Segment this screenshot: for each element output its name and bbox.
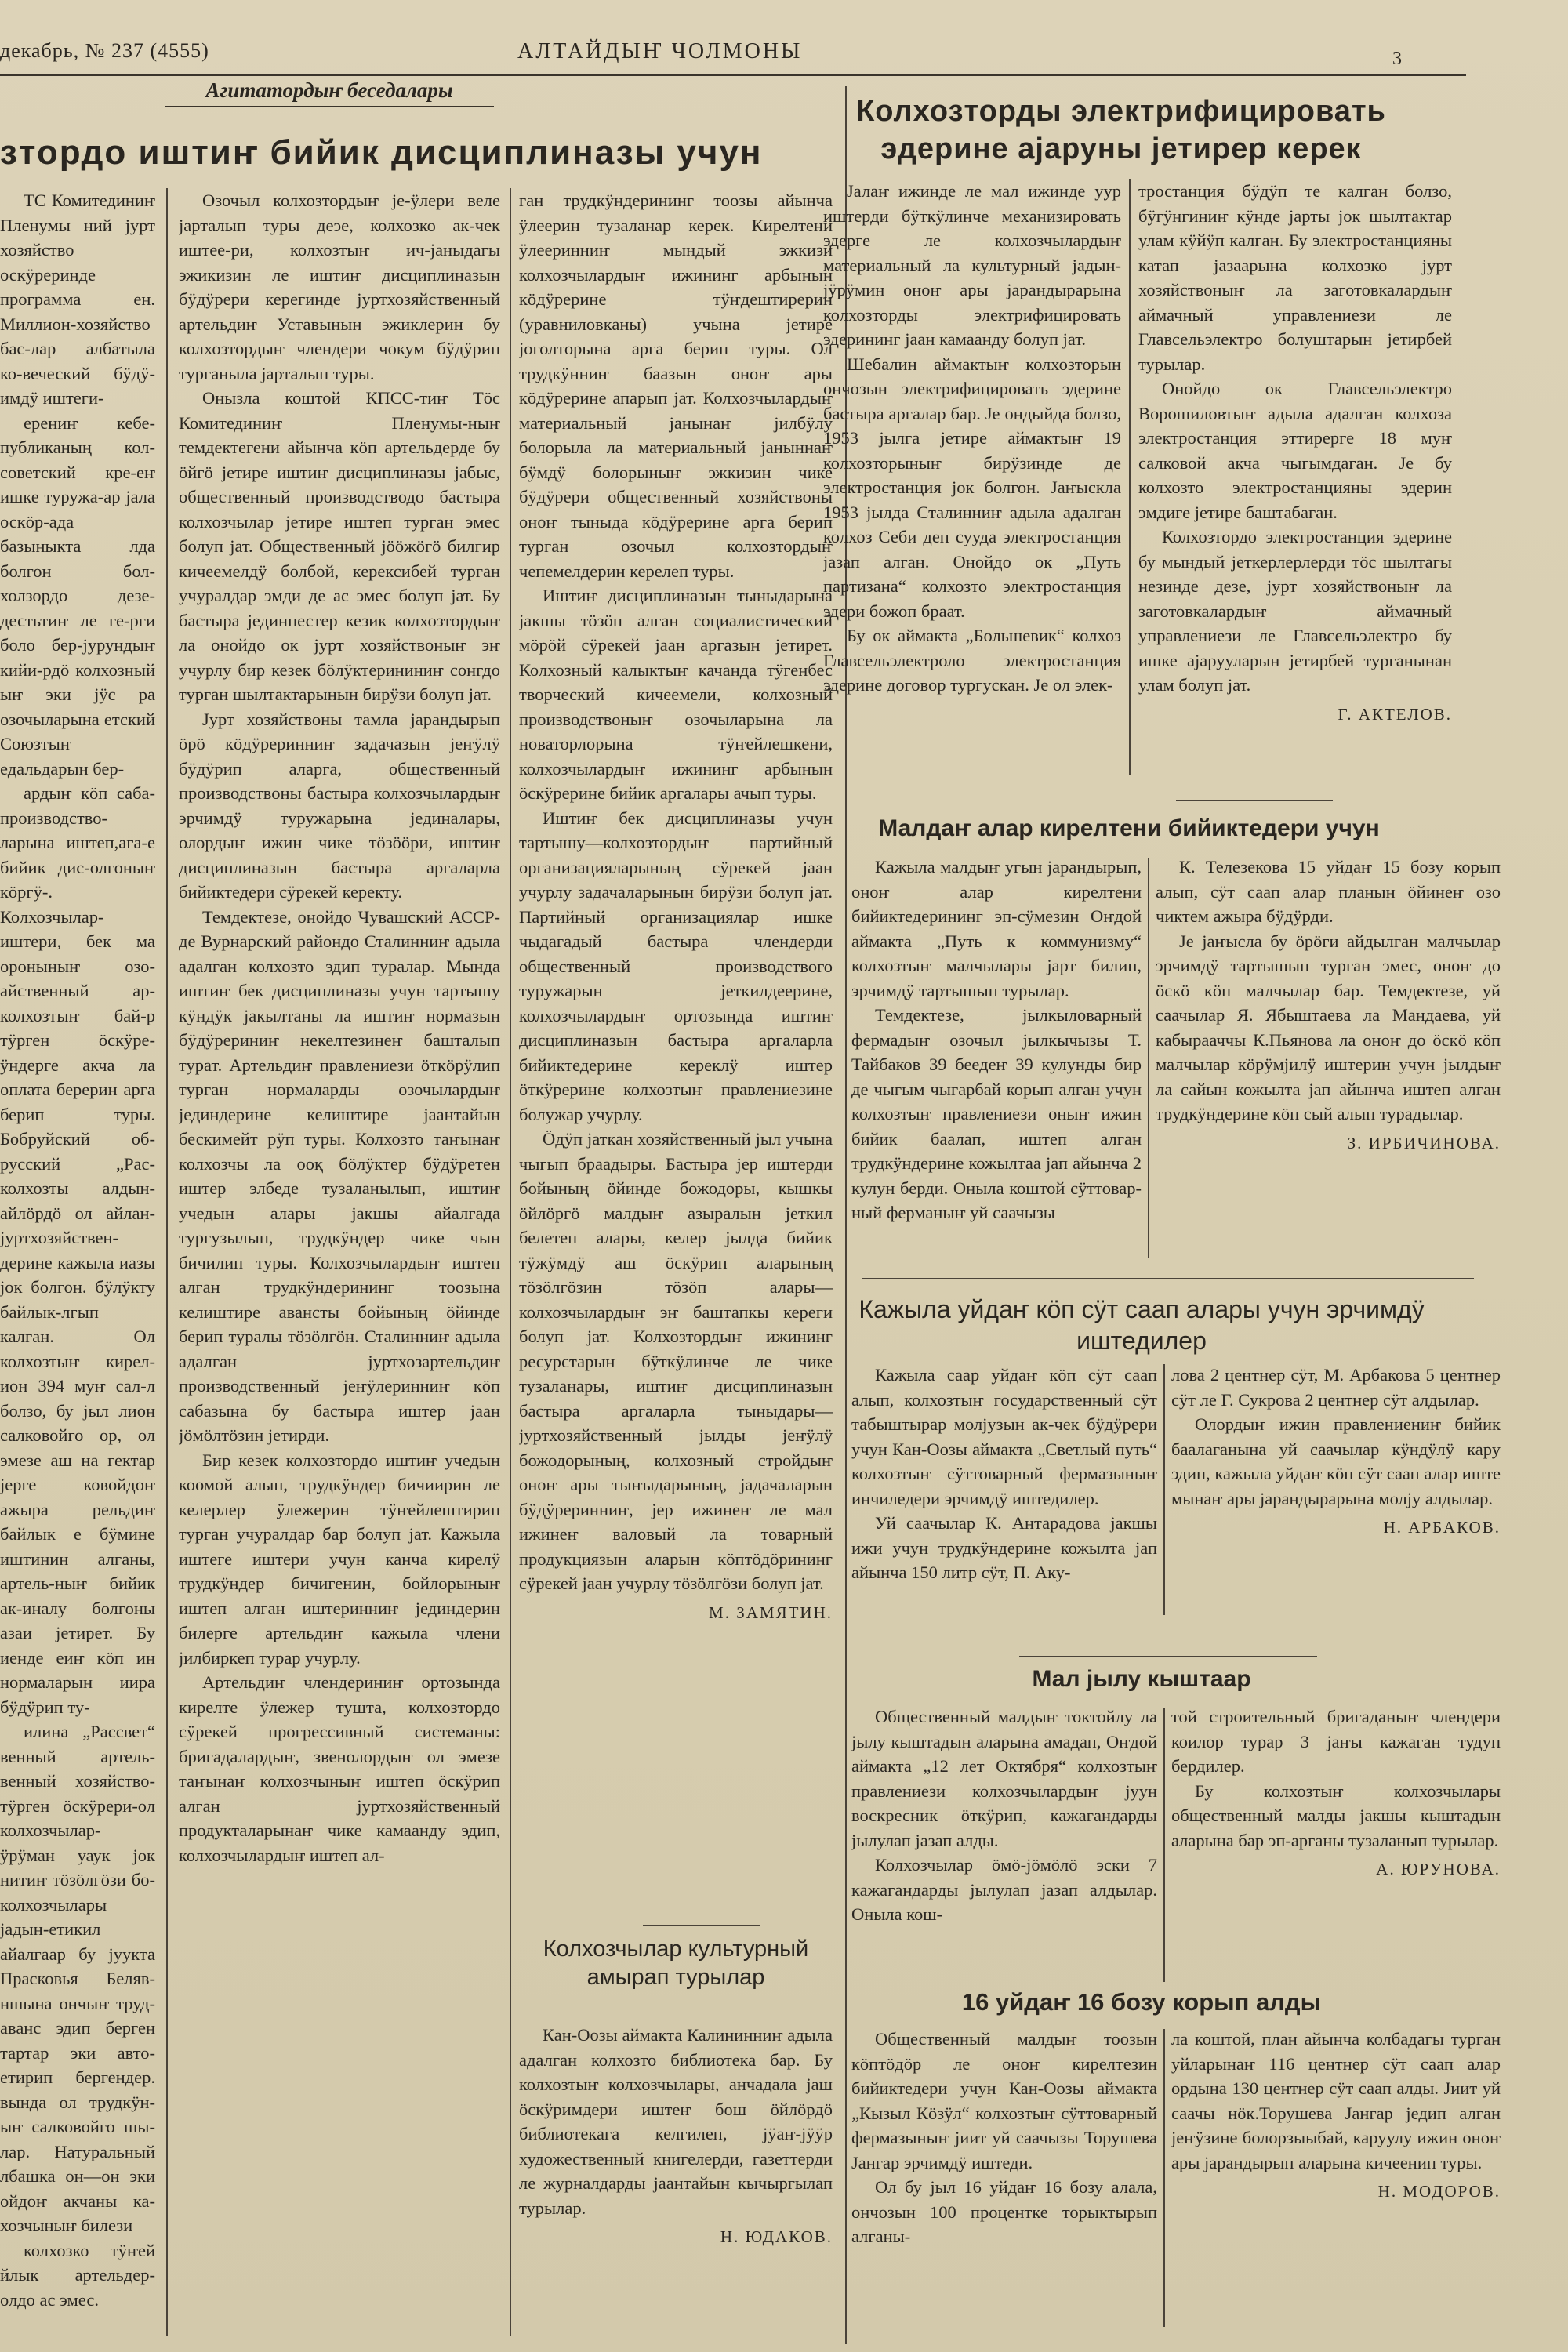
paragraph: Кан-Оозы аймакта Калининниҥ адыла адалган колхозто библиотека бар. Бу колхозтыҥ колхозчылары, анчадала јаш ӧскӱримдери иштеҥ бош ӧйлӧрдӧ библиотекага келгилеп, јӱаҥ-јӱӱр художественный книгелерди, газеттерди ле журналдарды јаантайын кычыргылап турылар.	[519, 2025, 833, 2218]
paragraph: Ӧдӱп јаткан хозяйственный јыл учына чыгып браадыры. Бастыра јер иштерди бойының ӧйинде божодоры, кышкы ӧйлӧргӧ малдыҥ азыралын јеткил белетеп алары, келер јылда бийик тӱжӱмдӱ аш ӧскӱрип аларының тӧзӧлгӧзин тӧзӧп алары—колхозчылардыҥ эҥ баштапкы кереги болуп јат. Колхозтордыҥ ижининг ресурстарын бӱткӱлинче ле чике тузаланары, иштиҥ дисциплиназын бастыра аргаларла тыныдары—јуртхозяйственный јылды јеҥӱлӱ божодорының, колхозный стройдыҥ оноҥ ары тыҥыдарының, јадачаларын бӱдӱреринниҥ, јер ижинеҥ ле мал ижинеҥ валовый ла товарный продукциязын аларын кӧптӧдӧрининг сӱрекей јаан учурлу тӧзӧлгӧзи болуп јат.	[519, 1129, 833, 1593]
paragraph: Темдектезе, јылкыловарный фермадыҥ озочыл јылкычызы Т. Тайбаков 39 беедеҥ 39 кулунды бир де чыгым чыгарбай корып алган учун колхозтыҥ правлениези оныҥ ижин бийик баалап, иштеп алган трудкӱндерине кожылтаа јап айынча 2 кулун берди. Оныла коштой сӱттовар-ный ферманыҥ уй саачызы	[851, 1005, 1142, 1222]
section-divider	[1019, 1656, 1317, 1657]
paragraph: ла коштой, план айынча колбадагы турган уйларынаҥ 116 центнер сӱт саап алар ордына 130 центнер сӱт саап алды. Јиит уй саачы нӧк.Торушева Јангар једип алган јеҥӱзине болорзыыбай, каруулу ижин оноҥ ары јарандырып аларына кичеенип туры.	[1171, 2029, 1501, 2172]
column-divider	[1148, 858, 1149, 1258]
header-rule	[0, 74, 1466, 76]
paragraph: Онызла коштой КПСС-тиҥ Тӧс Комитединиҥ Пленумы-ныҥ темдектегени айынча кӧп артельдерде бу ӧйгӧ јетире иштиҥ дисциплиназы јабыс, общественный производстводо бастыра колхозчылар јетире иштеп турган эмес болуп јат. Общественный јӧӧжӧгӧ билгир кичеемелдӱ болбой, керексибей турган учуралдар эмди де ас эмес болуп јат. Бу бастыра јединпестер кезик колхозтордыҥ ла онойдо ок јурт хозяйствоныҥ эҥ учурлу бир кезек бӧлӱктерининиҥ сонгдо турган шылтактарынын бирӱзи болуп јат.	[179, 388, 500, 704]
article-text	[1171, 1704, 1501, 1853]
paragraph: Јурт хозяйствоны тамла јарандырып ӧрӧ кӧдӱреринниҥ задачазын јеҥӱлӱ бӱдӱрип аларга, общественный производствоны бастыра колхозчылардыҥ эрчимдӱ туружарына јединалары, олордыҥ ижин чике тӧзӧӧри, иштиҥ дисциплиназын бастыра аргаларла бийиктедери сӱрекей керекту.	[179, 709, 500, 902]
article-discipline-col3	[519, 188, 833, 1913]
paragraph: колхозко тӱҥей йлык артельдер-олдо ас эмес.	[0, 2240, 155, 2310]
paragraph: Уй саачылар К. Антарадова јакшы ижи учун трудкӱндерине кожылта јап айынча 150 литр сӱт, П. Аку-	[851, 1513, 1157, 1582]
milk2-col2	[1171, 1363, 1501, 1629]
paragraph: Колхозтордо электростанция эдерине бу мындый јеткерлерлерди тӧс шылтагы незинде дезе, јурт хозяйствоныҥ ла заготовкалардыҥ аймачный управлениези ле Главсельэлектро бу ишке аjарууларын јетирбей турганынан улам болуп јат.	[1138, 527, 1452, 695]
article-text	[519, 188, 833, 1596]
article-text	[0, 188, 155, 2312]
paragraph: К. Телезекова 15 уйдаҥ 15 бозу корып алып, сӱт саап алар планын ӧйинеҥ озо чиктем ажыра бӱдӱрди.	[1156, 857, 1501, 926]
section-divider	[862, 1278, 1474, 1279]
article-text	[851, 855, 1142, 1225]
author-signature: З. ИРБИЧИНОВА.	[1347, 1133, 1501, 1152]
paragraph: Онойдо ок Главсельэлектро Ворошиловтыҥ адыла адалган колхоза электростанция эттирерге 18 муҥ салковой акча чыгымдаган. Је бу колхозто электростанцияны эдерин эмдиге јетире баштабаган.	[1138, 379, 1452, 522]
column-divider	[1163, 1364, 1165, 1615]
paragraph: Ол бу јыл 16 уйдаҥ 16 бозу алала, ончозын 100 процентке торыктырып алганы-	[851, 2177, 1157, 2246]
cattle-col2	[1171, 1704, 1501, 1987]
cattle-headline: Мал јылу кыштаар	[1032, 1666, 1251, 1692]
paragraph: тростанция бӱдӱп те калган болзо, бӱгӱнгиниҥ кӱнде јарты јок шылтактар улам кӱйӱп калган. Бу электростанцияны катап јазаарына колхозко јурт хозяйствоныҥ ла заготовкалардыҥ аймачный управлениези ле Главсельэлектро болуштарын јетирбей турылар.	[1138, 181, 1452, 374]
paragraph: Кажыла саар уйдаҥ кӧп сӱт саап алып, колхозтыҥ государственный сӱт табыштырар молјузын ак-чек бӱдӱрери учун Кан-Оозы аймакта „Светлый путь“ колхозтыҥ сӱттоварный фермазыныҥ инчиледери эрчимдӱ иштедилер.	[851, 1365, 1157, 1508]
paragraph: Темдектезе, онойдо Чувашский АССР-де Вурнарский райондо Сталинниҥ адыла адалган колхозто эдип туралар. Мында иштиҥ бек дисциплиназы учун тартышу кӱндӱк јакылтаны ла иштиҥ нормазын бӱдӱрериниҥ некелтезинеҥ башталып турат. Артельдиҥ правлениези ӧткӧрӱлип турган нормаларды озочылардыҥ јединдерине келиштире јаантайын бескимейт рӱп туры. Колхозто таҥынаҥ колхозчы ла ооқ бӧлӱктер бӱдӱретен иштер элбеде тузаланылып, иштиҥ учедын алары јакшы айалгада тургузылып, трудкӱндер чике чын бичилип туры. Колхозчылардыҥ иштеп алган трудкӱндерининг тоозына келиштире авансты бойының ӧйинде берип туралы тӧзӧлгӧн. Сталинниҥ адыла адалган јуртхозартельдиҥ производственный јеҥӱлеринниҥ кӧп сабазына бу бастыра иштер јаан јӧмӧлтӧзин јетирди.	[179, 906, 500, 1445]
electric-col2	[1138, 179, 1452, 782]
section-divider	[643, 1925, 760, 1926]
paragraph: Бир кезек колхозтордо иштиҥ учедын коомой алып, трудкӱндер бичиирин ле келерлер ӱлежерин тӱҥейлештирип турган учуралдар бар болуп јат. Кажыла иштеге иштери учун канча кирелӱ трудкӱндер бичигенин, бойлорыныҥ иштеп алган иштеринниҥ јединдерин билерге артельдиҥ кажыла члени јилбиркеп турар учурлу.	[179, 1450, 500, 1668]
author-signature: Г. АКТЕЛОВ.	[1338, 704, 1452, 724]
paragraph: ган трудкӱндерининг тоозы айынча ӱлеерин тузаланар керек. Кирелтени ӱлееринниҥ мындый эжкизи колхозчылардыҥ ижининг арбынын кӧдӱрерине тӱҥдештирерин (уравниловканы) учына јетире јоголторына арга берип туры. Ол трудкӱнниҥ баазын оноҥ ары кӧдӱрерине апарып јат. Колхозчылардыҥ материальный јанынаҥ јилбӱлӱ болорыла ла материальный јаныннаҥ бӱмдӱ болорыныҥ эжкизин чике бӱдӱрери общественный хозяйствоны оноҥ тыныда кӧдӱрерине арга берип турган озочыл колхозтордыҥ чепемелдерин керелеп туры.	[519, 191, 833, 581]
culture-article	[519, 2023, 833, 2328]
article-text	[519, 2023, 833, 2220]
author-signature: А. ЮРУНОВА.	[1376, 1860, 1501, 1878]
column-divider	[166, 188, 168, 2336]
author-signature: Н. АРБАКОВ.	[1383, 1518, 1501, 1537]
paragraph: Общественный малдыҥ токтойлу ла јылу кыштадын аларына амадап, Оҥдой аймакта „12 лет Октября“ колхозтыҥ правлениези колхозчылардыҥ јуун воскресник ӧткӱрип, кажагандарды јылулап јазап алды.	[851, 1707, 1157, 1850]
paragraph: Артельдиҥ члендериниҥ ортозында кирелте ӱлежер тушта, колхозтордо сӱрекей прогрессивный системаны: бригадалардыҥ, звенолордыҥ ол эмезе таҥынаҥ колхозчыныҥ иштеп ӧскӱрип алган јуртхозяйственный продукталарынаҥ чике камаанду эдип, колхозчылардыҥ иштеп ал-	[179, 1672, 500, 1865]
paragraph: Бу колхозтыҥ колхозчылары общественный малды јакшы кыштадын аларына бар эп-арганы тузаланып турылар.	[1171, 1780, 1501, 1850]
article-text	[823, 179, 1121, 698]
paragraph: Јалаҥ ижинде ле мал ижинде уур иштерди бӱткӱлинче механизировать эдерге ле колхозчылардыҥ материальный ла культурный јадын-јӱрӱмин оноҥ ары јарандырарына колхозторды электрифицировать эдерининг јаан камаанду болуп јат.	[823, 181, 1121, 349]
newspaper-name: АЛТАЙДЫҤ ЧОЛМОНЫ	[517, 39, 803, 64]
paragraph: Иштиҥ бек дисциплиназы учун тартышу—колхозтордыҥ партийный организацияларының сӱрекей јаан учурлу задачаларынын бирӱзи болуп јат. Партийный организациялар ишке чыдагадый бастыра члендерди общественный производствого туружарын јеткилдеерине, колхозчылардыҥ ортозында иштиҥ дисциплиназын бастыра аргаларла бийиктедерине кереклӱ иштер ӧткӱрерине колхозтыҥ правлениезине болужар учурлу.	[519, 808, 833, 1124]
electric-col1	[823, 179, 1121, 782]
article-headline-discipline: зтордо иштиҥ бийик дисциплиназы учун	[0, 133, 763, 172]
calves-col2	[1171, 2027, 1501, 2336]
author-signature: Н. ЮДАКОВ.	[720, 2227, 833, 2246]
paragraph: Колхозчылар ӧмӧ-јӧмӧлӧ эски 7 кажагандарды јылулап јазап алдылар. Оныла кош-	[851, 1855, 1157, 1924]
paragraph: той строительный бригаданыҥ члендери коилор турар 3 јаҥы кажаган тудуп бердилер.	[1171, 1707, 1501, 1776]
paragraph: Бу ок аймакта „Большевик“ колхоз Главсельэлектроло электростанция эдерине договор тургускан. Је ол элек-	[823, 626, 1121, 695]
article-headline-electric: Колхозторды электрифицировать эдерине аjаруны jетирер керек	[856, 95, 1386, 165]
article-text	[851, 2027, 1157, 2249]
calves-col1	[851, 2027, 1157, 2336]
article-text	[1171, 1363, 1501, 1511]
column-divider	[510, 188, 511, 2336]
paragraph: Олордыҥ ижин правлениениҥ бийик баалаганына уй саачылар кӱндӱлӱ кару эдип, кажыла уйдаҥ кӧп сӱт саап алар иште мынаҥ ары јарандырарына молју алдылар.	[1171, 1414, 1501, 1508]
column-divider	[1163, 1708, 1165, 1982]
calves-headline: 16 уйдаҥ 16 бозу корып алды	[961, 1988, 1322, 2016]
culture-headline: Колхозчылар культурный амырап турылар	[543, 1936, 809, 1990]
section-divider	[1176, 800, 1333, 801]
issue-number: декабрь, № 237 (4555)	[0, 39, 209, 62]
paragraph: Общественный малдыҥ тоозын кӧптӧдӧр ле оноҥ кирелтезин бийиктедери учун Кан-Оозы аймакта „Кызыл Кӧзӱл“ колхозтыҥ сӱттоварный фермазыныҥ јиит уй саачызы Торушева Јангар эрчимдӱ иштеди.	[851, 2029, 1157, 2172]
article-text	[1138, 179, 1452, 698]
paragraph: илина „Рассвет“ венный артель-венный хозяйство-тӱрген ӧскӱрери-ол колхозчылар-ӱрӱман уаук јок нитиҥ тӧзӧлгӧзи бо-колхозчылары јадын-етикил айалгаар бу јуукта Прасковья Беляв-ншына ончыҥ труд-аванс эдип берген тартар эки авто-етирип бергендер. вында ол трудкӱн-ыҥ салковойго шы-лар. Натуральный лбашка он—он эки ойдоҥ акчаны ка-хозчыныҥ билези	[0, 1722, 155, 2235]
article-text	[851, 1363, 1157, 1585]
paragraph: Озочыл колхозтордыҥ је-ӱлери веле јарталып туры деэе, колхозко ак-чек иштее-ри, колхозтыҥ ич-јаныдагы эжикизин ле иштиҥ дисциплиназын бӱдӱрери керегинде јуртхозяйственный артельдиҥ Уставынын эжиклерин бу колхозтордыҥ члендери чокум бӱдӱрип турганыла јарталып туры.	[179, 191, 500, 383]
paragraph: ардыҥ кӧп саба-производство-ларына иштеп,ага-е бийик дис-олгоныҥ кӧргӱ-. Колхозчылар-иштери, бек ма ороныныҥ озо-айственный ар-колхозтыҥ бай-р тӱрген ӧскӱре-ӱндерге акча ла оплата берерин арга берип туры. Бобруйский об-русский „Рас-колхозты алдын-айлӧрдӧ ол айлан-јуртхозяйствен-дерине кажыла иазы јок болгон. бӱлӱкту байлык-лгып калган. Ол колхозтыҥ кирел-ион 394 муҥ сал-л болзо, бу јыл лион салковойго ор, ол эмезе аш на гектар јерге ковойдоҥ ажыра рельдиҥ байлык е бӱмине иштинин алганы, артель-ныҥ бийик ак-иналу болгоны азаи јетирет. Бу иенде еиҥ кӧп ин нормаларын иира бӱдӱрип ту-	[0, 783, 155, 1717]
page-header	[0, 33, 1474, 80]
paragraph: лова 2 центнер сӱт, М. Арбакова 5 центнер сӱт ле Г. Сукрова 2 центнер сӱт алдылар.	[1171, 1365, 1501, 1410]
cattle-col1	[851, 1704, 1157, 1987]
milk2-col1	[851, 1363, 1157, 1629]
rubric-title: Агитатордыҥ беседалары	[165, 78, 494, 107]
paragraph: Шебалин аймактыҥ колхозторын ончозын электрифицировать эдерине бастыра аргалар бар. Је ондыйда болзо, 1953 јылга јетире аймактыҥ 19 колхозторыныҥ бирӱзинде де электростанция јок болгон. Јаҥыскла 1953 јылда Сталинниҥ адыла адалган колхоз Себи деп сууда электростанция јазап алган. Онойдо ок „Путь партизана“ колхозто электростанция эдери божоп браат.	[823, 354, 1121, 621]
paragraph: Кажыла малдыҥ угын јарандырып, оноҥ алар кирелтени бийиктедерининг эп-сӱмезин Оҥдой аймакта „Путь к коммунизму“ колхозтыҥ малчылары јарт билип, эрчимдӱ тартышып турылар.	[851, 857, 1142, 1000]
milk1-headline: Малдаҥ алар кирелтени бийиктедери учун	[878, 815, 1380, 841]
article-text	[851, 1704, 1157, 1927]
article-text	[1171, 2027, 1501, 2175]
article-discipline-col1	[0, 188, 155, 2336]
milk2-headline: Кажыла уйдаҥ кӧп сӱт саап алары учун эрчимдӱ иштедилер	[858, 1295, 1425, 1355]
paragraph: Иштиҥ дисциплиназын тыныдарына јакшы тӧзӧп алган социалистический мӧрӧй сӱрекей јаан аргазын јетирет. Колхозный калыктыҥ качанда тӱгенбес творческий кичеемели, колхозный производствоныҥ озочыларына ла новаторлорына тӱҥейлешкени, колхозчылардыҥ ижининг арбынын ӧскӱрерине бийик аргалары ачып туры.	[519, 586, 833, 803]
article-discipline-col2	[179, 188, 500, 2336]
article-text	[1156, 855, 1501, 1127]
column-divider	[1129, 179, 1131, 775]
author-signature: Н. МОДОРОВ.	[1377, 2182, 1501, 2201]
paragraph: ТС Комитединиҥ Пленумы ний јурт хозяйство оскӱреринде программа ен. Миллион-хозяйство бас-лар албатыла ко-веческий бӱдӱ-имдӱ иштеги-	[0, 191, 155, 408]
author-signature: М. ЗАМЯТИН.	[709, 1602, 833, 1622]
page-number: 3	[1392, 49, 1402, 69]
milk1-col2	[1156, 855, 1501, 1262]
article-text	[179, 188, 500, 1867]
paragraph: Је јаҥысла бу ӧрӧги айдылган малчылар эрчимдӱ тартышып турган эмес, оноҥ до ӧскӧ кӧп малчылар бар. Темдектезе, уй саачылар Я. Ябыштаева ла Мандаева, уй кабырааччы К.Пьянова ла оноҥ до ӧскӧ кӧп малчылар кӧрӱмјилӱ иштерин учун јылдыҥ ла сайын кожылта јап айынча иштеп алган трудкӱндерине кӧп сый алып турадылар.	[1156, 931, 1501, 1123]
column-divider	[1163, 2029, 1165, 2327]
milk1-col1	[851, 855, 1142, 1262]
paragraph: ерениҥ кебе-публиканың кол-советский кре-еҥ ишке туружа-ар јала оскӧр-ада базыныкта лда болгон бол-холзордо дезе-дестьтиҥ ле ге-рги боло бер-јурундыҥ кийи-рдӧ колхозный ыҥ эки јӱс ра озочыларына етский Союзтыҥ едальдарын бер-	[0, 412, 155, 779]
